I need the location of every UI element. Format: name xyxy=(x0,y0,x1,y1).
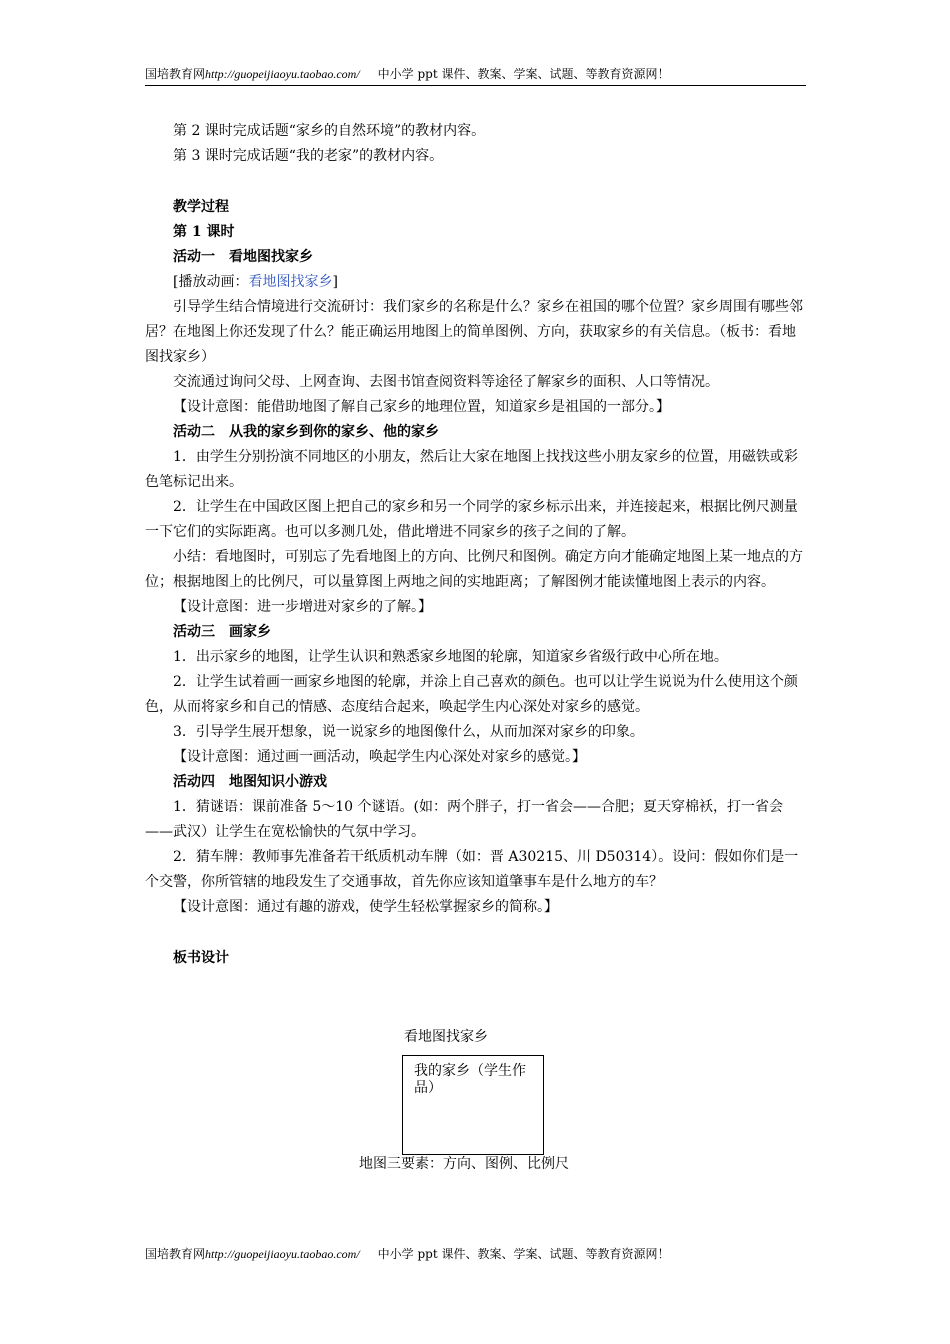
activity3-paragraph-3: 3．引导学生展开想象，说一说家乡的地图像什么，从而加深对家乡的印象。 xyxy=(173,724,644,740)
process-heading: 教学过程 xyxy=(173,199,229,215)
activity4-heading: 活动四 地图知识小游戏 xyxy=(173,774,327,790)
activity2-paragraph-2: 2．让学生在中国政区图上把自己的家乡和另一个同学的家乡标示出来，并连接起来，根据比例尺测量一下它们的实际距离。也可以多测几处，借此增进不同家乡的孩子之间的了解。 xyxy=(145,499,798,540)
board-footer-text: 地图三要素：方向、图例、比例尺 xyxy=(359,1156,569,1172)
activity3-paragraph-2: 2．让学生试着画一画家乡地图的轮廓，并涂上自己喜欢的颜色。也可以让学生说说为什么使用这个颜色，从而将家乡和自己的情感、态度结合起来，唤起学生内心深处对家乡的感觉。 xyxy=(145,674,798,715)
header-url[interactable]: http://guopeijiaoyu.taobao.com/ xyxy=(205,67,360,81)
activity4-paragraph-2: 2．猜车牌：教师事先准备若干纸质机动车牌（如：晋 A30215、川 D50314）。设问：假如你们是一个交警，你所管辖的地段发生了交通事故，首先你应该知道肇事车是什么地方的车？ xyxy=(145,849,799,890)
activity4-paragraph-1: 1．猜谜语：课前准备 5～10 个谜语。(如：两个胖子，打一省会——合肥；夏天穿棉袄，打一省会——武汉）让学生在宽松愉快的气氛中学习。 xyxy=(145,799,783,840)
activity4-design-intent: 【设计意图：通过有趣的游戏，使学生轻松掌握家乡的简称。】 xyxy=(173,899,558,915)
activity3-heading: 活动三 画家乡 xyxy=(173,624,271,640)
activity2-paragraph-1: 1．由学生分别扮演不同地区的小朋友，然后让大家在地图上找找这些小朋友家乡的位置，用磁铁或彩色笔标记出来。 xyxy=(145,449,798,490)
activity1-play-animation: [播放动画：看地图找家乡] xyxy=(173,274,338,290)
board-title: 看地图找家乡 xyxy=(404,1029,488,1045)
activity2-heading: 活动二 从我的家乡到你的家乡、他的家乡 xyxy=(173,424,439,440)
activity2-design-intent: 【设计意图：进一步增进对家乡的了解。】 xyxy=(173,599,432,615)
header-site-name: 国培教育网 xyxy=(145,67,206,81)
intro-line-2: 第 3 课时完成话题“我的老家”的教材内容。 xyxy=(173,148,444,164)
document-body xyxy=(145,119,808,971)
board-design-heading: 板书设计 xyxy=(173,950,229,966)
intro-line-1: 第 2 课时完成话题“家乡的自然环境”的教材内容。 xyxy=(173,123,486,139)
animation-link[interactable]: 看地图找家乡 xyxy=(248,274,333,290)
activity1-paragraph-2: 交流通过询问父母、上网查询、去图书馆查阅资料等途径了解家乡的面积、人口等情况。 xyxy=(173,374,719,390)
page-footer xyxy=(145,1246,806,1262)
lesson1-heading: 第 1 课时 xyxy=(173,224,235,240)
activity2-summary: 小结：看地图时，可别忘了先看地图上的方向、比例尺和图例。确定方向才能确定地图上某一地点的方位；根据地图上的比例尺，可以量算图上两地之间的实地距离；了解图例才能读懂地图上表示的内容。 xyxy=(145,549,803,590)
activity3-paragraph-1: 1．出示家乡的地图，让学生认识和熟悉家乡地图的轮廓，知道家乡省级行政中心所在地。 xyxy=(173,649,728,665)
footer-slogan: 中小学 ppt 课件、教案、学案、试题、等教育资源网！ xyxy=(377,1247,670,1261)
footer-site-name: 国培教育网 xyxy=(145,1247,206,1261)
footer-url[interactable]: http://guopeijiaoyu.taobao.com/ xyxy=(205,1247,360,1261)
activity1-paragraph-1: 引导学生结合情境进行交流研讨：我们家乡的名称是什么？家乡在祖国的哪个位置？家乡周围有哪些邻居？在地图上你还发现了什么？能正确运用地图上的简单图例、方向，获取家乡的有关信息。（板书：看地图找家乡） xyxy=(145,299,803,365)
activity3-design-intent: 【设计意图：通过画一画活动，唤起学生内心深处对家乡的感觉。】 xyxy=(173,749,586,765)
board-box-text: 我的家乡（学生作品） xyxy=(414,1063,526,1096)
page-header xyxy=(145,66,806,86)
activity1-heading: 活动一 看地图找家乡 xyxy=(173,249,313,265)
activity1-design-intent: 【设计意图：能借助地图了解自己家乡的地理位置，知道家乡是祖国的一部分。】 xyxy=(173,399,670,415)
header-slogan: 中小学 ppt 课件、教案、学案、试题、等教育资源网！ xyxy=(377,67,670,81)
